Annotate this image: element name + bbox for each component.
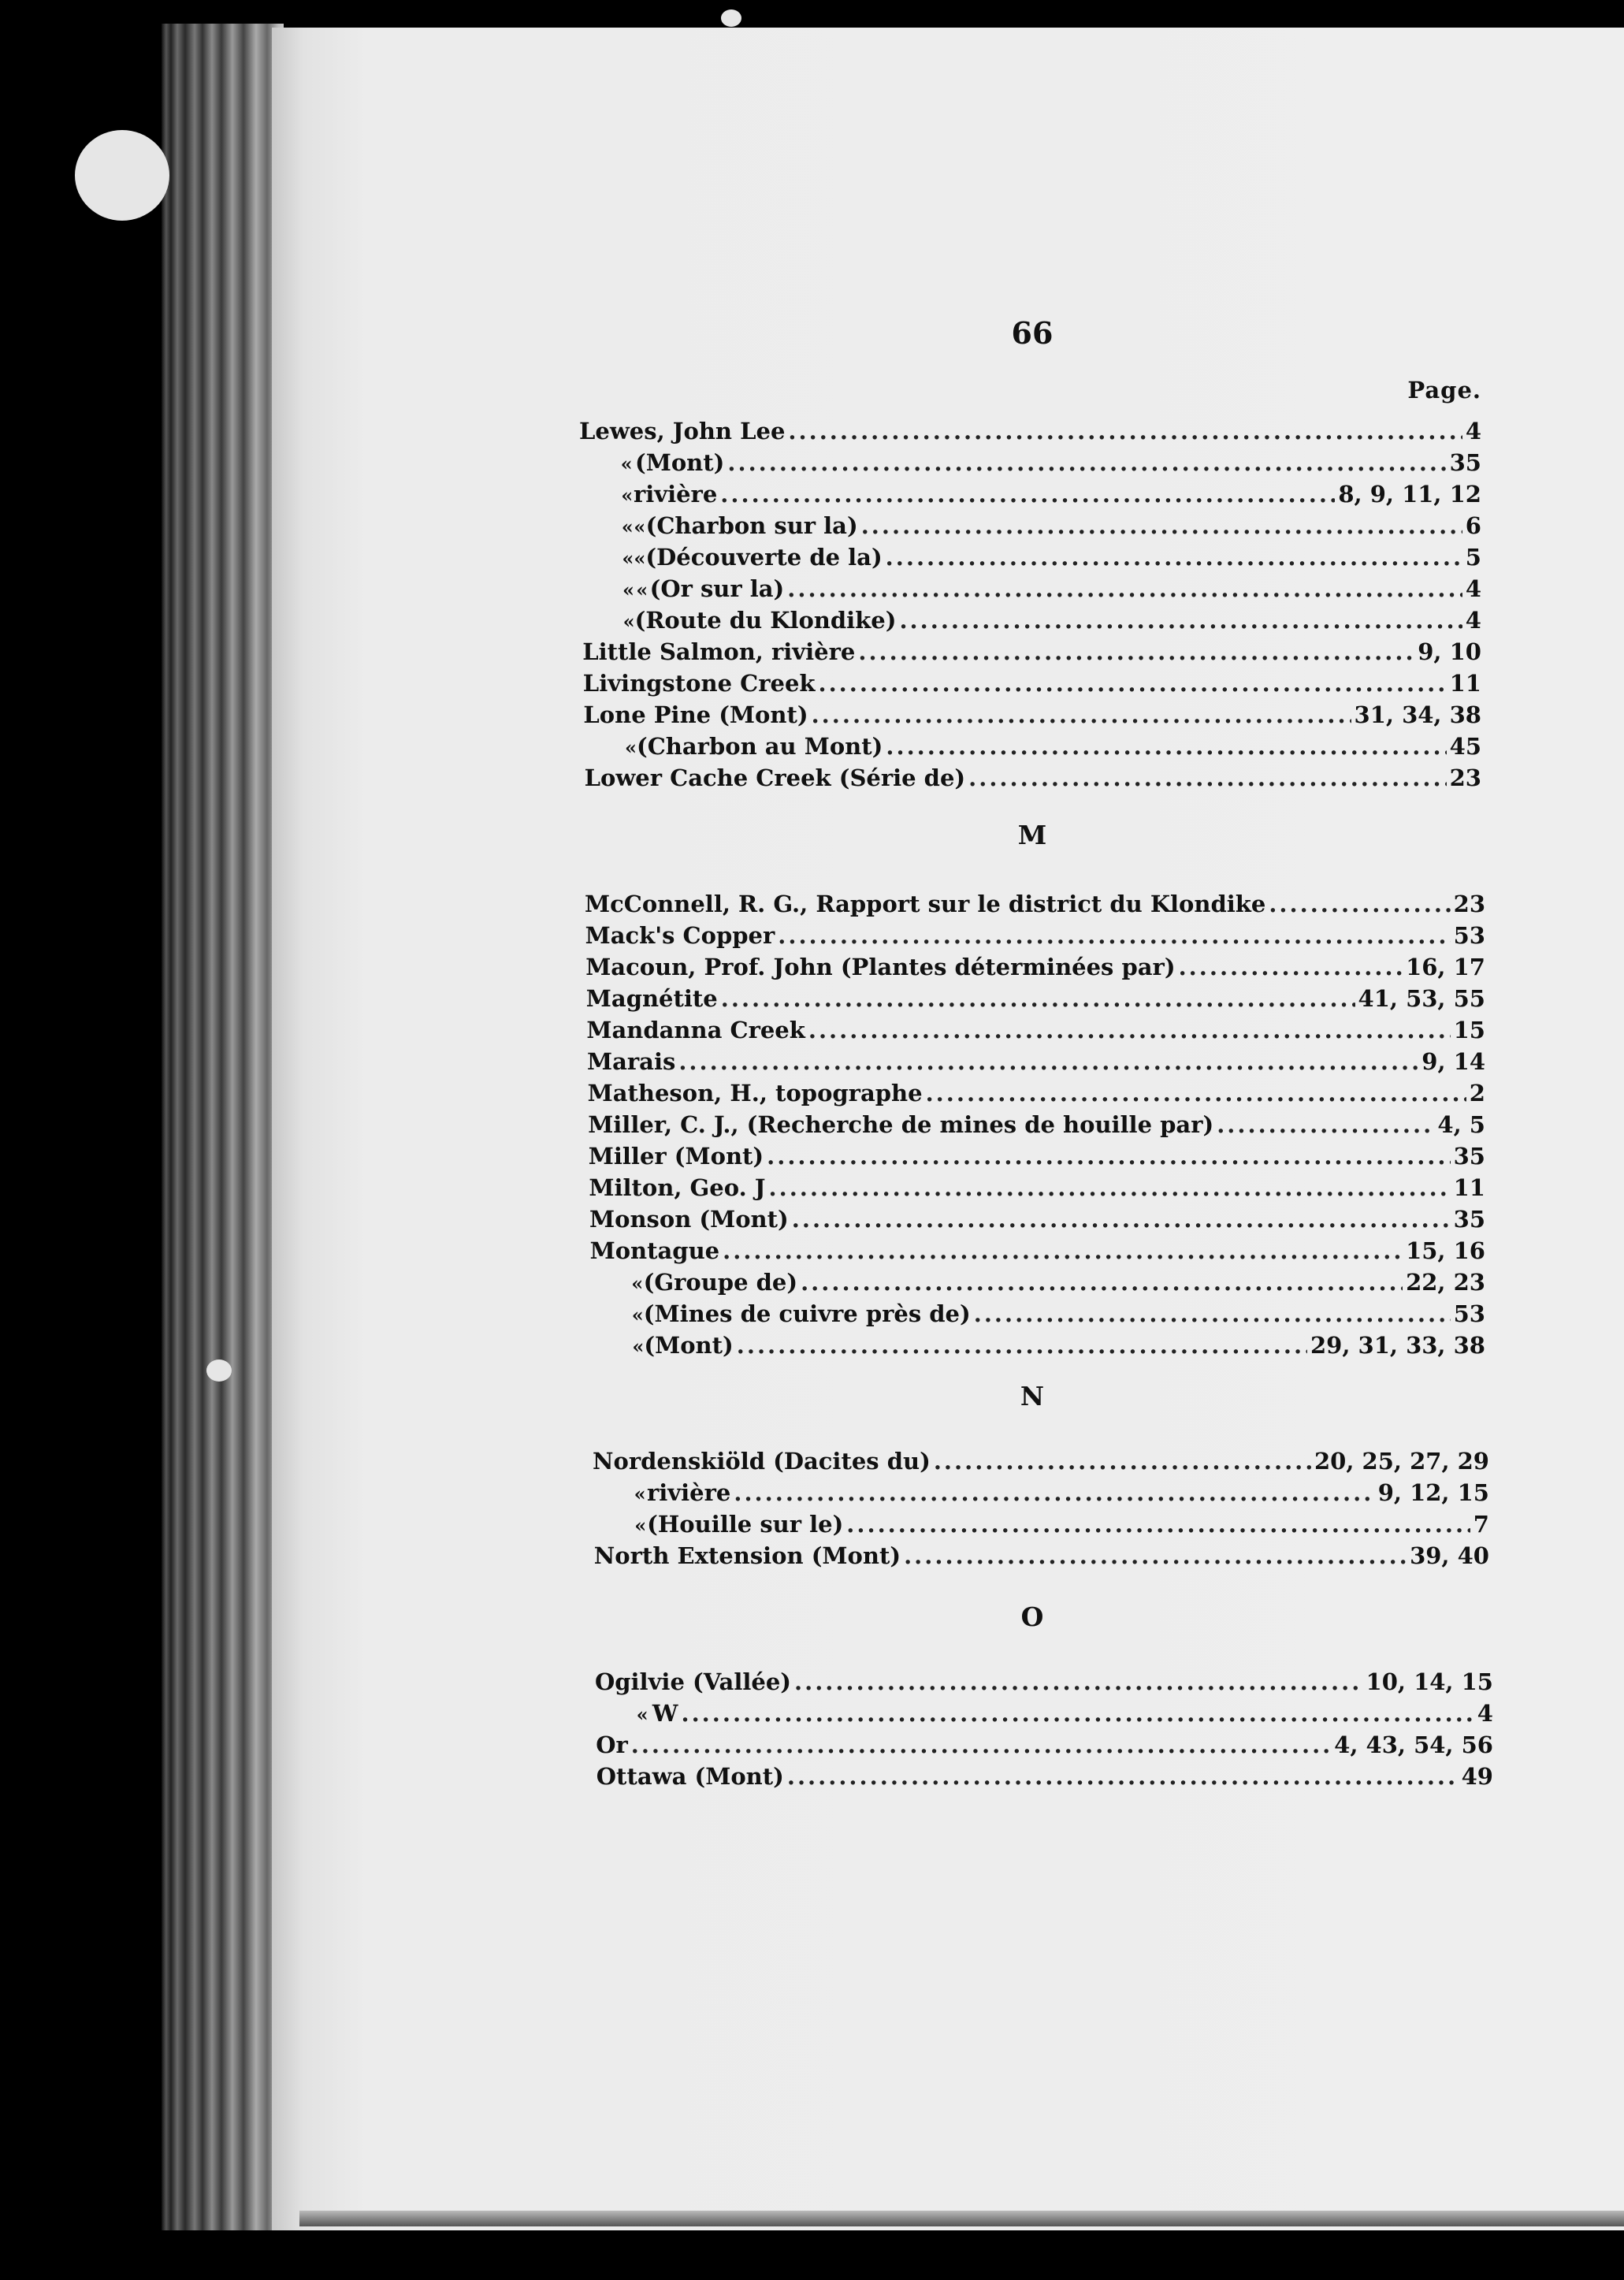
ditto-mark: « [636, 1703, 648, 1726]
index-entry [596, 1731, 1493, 1763]
entry-label: McConnell, R. G., Rapport sur le district du Klondike [585, 891, 1266, 917]
ditto-mark: « [636, 578, 648, 601]
entry-label: Livingstone Creek [582, 670, 816, 697]
entry-label: Lone Pine (Mont) [583, 701, 808, 728]
entry-pages: 9, 14 [1421, 1048, 1485, 1075]
dot-leader [787, 1763, 1459, 1790]
dot-leader [787, 575, 1462, 602]
dot-leader [886, 544, 1462, 571]
entry-label: (Découverte de la) [645, 544, 883, 571]
dot-leader [723, 1237, 1403, 1264]
entry-pages: 9, 12, 15 [1377, 1479, 1489, 1506]
index-entry [590, 1269, 1485, 1300]
entry-pages: 10, 14, 15 [1366, 1668, 1493, 1695]
entry-label: (Charbon au Mont) [637, 733, 883, 760]
entry-pages: 7 [1473, 1511, 1489, 1538]
entry-pages: 39, 40 [1410, 1542, 1489, 1569]
index-entry [595, 1668, 1493, 1700]
dot-leader [794, 1668, 1363, 1695]
entry-label: Nordenskiöld (Dacites du) [593, 1448, 931, 1475]
entry-label: Lewes, John Lee [579, 418, 786, 444]
dot-leader [846, 1511, 1470, 1538]
dot-leader [1269, 891, 1450, 917]
entry-pages: 29, 31, 33, 38 [1310, 1332, 1485, 1359]
dot-leader [858, 638, 1414, 665]
entry-label: Mandanna Creek [586, 1017, 805, 1043]
index-entry [585, 764, 1481, 796]
index-entry [588, 1111, 1485, 1143]
entry-label: Miller (Mont) [588, 1143, 764, 1170]
dot-leader [631, 1731, 1331, 1758]
entry-label: North Extension (Mont) [593, 1542, 901, 1569]
index-entry [596, 1763, 1493, 1795]
ditto-mark: « [622, 578, 634, 601]
index-entry [585, 891, 1485, 922]
entry-pages: 41, 53, 55 [1358, 985, 1485, 1012]
index-entry [589, 1174, 1485, 1206]
entry-label: (Mont) [635, 449, 725, 476]
entry-label: Magnétite [585, 985, 718, 1012]
entry-label: Macoun, Prof. John (Plantes déterminées par) [585, 954, 1176, 980]
entry-label: Or [596, 1731, 628, 1758]
entry-pages: 15, 16 [1406, 1237, 1485, 1264]
entry-pages: 4 [1465, 418, 1481, 444]
entry-label: rivière [633, 481, 718, 508]
index-entry [591, 1332, 1485, 1363]
index-entry [580, 449, 1481, 481]
entry-pages: 53 [1453, 922, 1485, 949]
entry-label: rivière [647, 1479, 731, 1506]
entry-pages: 35 [1453, 1206, 1485, 1233]
entry-label: Milton, Geo. J [589, 1174, 766, 1201]
entry-label: (Mines de cuivre près de) [643, 1300, 971, 1327]
dot-leader [720, 481, 1335, 508]
index-entry [591, 1300, 1485, 1332]
entry-label: Monson (Mont) [589, 1206, 789, 1233]
ditto-mark: « [625, 736, 637, 759]
entry-label: Ogilvie (Vallée) [595, 1668, 791, 1695]
entry-pages: 6 [1465, 512, 1481, 539]
ditto-mark: « [631, 1304, 644, 1326]
dot-leader [792, 1206, 1451, 1233]
dot-leader [886, 733, 1446, 760]
index-entry [585, 922, 1485, 954]
index-entry [593, 1479, 1489, 1511]
entry-pages: 45 [1449, 733, 1481, 760]
dot-leader [727, 449, 1446, 476]
index-entry [581, 512, 1481, 544]
index-entry [593, 1511, 1489, 1542]
dot-leader [788, 418, 1462, 444]
dot-leader [808, 1017, 1451, 1043]
index-entry [587, 1048, 1485, 1080]
entry-label: Montague [589, 1237, 720, 1264]
index-entry [582, 607, 1481, 638]
entry-pages: 11 [1453, 1174, 1485, 1201]
index-entry [579, 418, 1481, 449]
dot-leader [968, 764, 1446, 791]
entry-label: (Charbon sur la) [645, 512, 858, 539]
entry-label: (Houille sur le) [647, 1511, 844, 1538]
entry-label: Marais [587, 1048, 676, 1075]
ditto-mark: « [620, 452, 633, 475]
entry-pages: 11 [1449, 670, 1481, 697]
dot-leader [926, 1080, 1466, 1107]
entry-pages: 4, 43, 54, 56 [1334, 1731, 1493, 1758]
entry-pages: 16, 17 [1406, 954, 1485, 980]
dot-leader [1217, 1111, 1434, 1138]
entry-pages: 31, 34, 38 [1354, 701, 1481, 728]
entry-pages: 5 [1465, 544, 1481, 571]
entry-pages: 23 [1453, 891, 1485, 917]
dot-leader [899, 607, 1462, 634]
entry-pages: 8, 9, 11, 12 [1338, 481, 1481, 508]
ditto-mark: « [622, 610, 635, 633]
dot-leader [812, 701, 1351, 728]
entry-pages: 2 [1469, 1080, 1485, 1107]
entry-label: Ottawa (Mont) [596, 1763, 784, 1790]
entry-pages: 23 [1449, 764, 1481, 791]
index-entry [582, 575, 1481, 607]
dot-leader [801, 1269, 1403, 1296]
index-entry [586, 1017, 1485, 1048]
index-entry [585, 954, 1485, 985]
section-letter: N [1020, 1381, 1045, 1412]
index-entry [583, 670, 1481, 701]
index-entry [588, 1080, 1485, 1111]
dot-leader [934, 1448, 1311, 1475]
index-entry [581, 544, 1481, 575]
entry-pages: 20, 25, 27, 29 [1314, 1448, 1489, 1475]
entry-pages: 15 [1453, 1017, 1485, 1043]
index-entry [586, 985, 1485, 1017]
dot-leader [974, 1300, 1451, 1327]
section-letter: O [1020, 1601, 1044, 1632]
entry-label: (Mont) [644, 1332, 734, 1359]
index-entry [596, 1700, 1493, 1731]
dot-leader [681, 1700, 1473, 1727]
dot-leader [737, 1332, 1307, 1359]
entry-pages: 4, 5 [1437, 1111, 1485, 1138]
entry-pages: 4 [1465, 575, 1481, 602]
ditto-mark: « [634, 1482, 646, 1505]
entry-pages: 49 [1461, 1763, 1493, 1790]
index-entry [589, 1143, 1485, 1174]
ditto-mark: « [634, 515, 646, 538]
entry-label: Matheson, H., topographe [587, 1080, 923, 1107]
entry-label: Mack's Copper [585, 922, 775, 949]
entry-pages: 35 [1453, 1143, 1485, 1170]
index-entry [580, 481, 1481, 512]
entry-pages: 22, 23 [1406, 1269, 1485, 1296]
index-entry [594, 1542, 1489, 1574]
ditto-mark: « [622, 547, 634, 570]
page-column-header: Page. [1407, 377, 1481, 404]
page-number: 66 [1011, 315, 1054, 351]
entry-label: Little Salmon, rivière [582, 638, 856, 665]
dot-leader [721, 985, 1355, 1012]
index-entry [584, 733, 1481, 764]
entry-label: (Route du Klondike) [634, 607, 897, 634]
ditto-mark: « [631, 1272, 644, 1295]
section-letter: M [1017, 820, 1047, 850]
ditto-mark: « [632, 1335, 645, 1358]
entry-label: (Or sur la) [649, 575, 785, 602]
entry-pages: 35 [1449, 449, 1481, 476]
entry-label: (Groupe de) [643, 1269, 798, 1296]
entry-pages: 9, 10 [1418, 638, 1481, 665]
dot-leader [778, 922, 1450, 949]
index-entry [582, 638, 1481, 670]
index-entry [593, 1448, 1489, 1479]
entry-label: Lower Cache Creek (Série de) [584, 764, 966, 791]
dot-leader [767, 1143, 1450, 1170]
index-entry [589, 1206, 1485, 1237]
dot-leader [861, 512, 1462, 539]
entry-pages: 53 [1453, 1300, 1485, 1327]
entry-pages: 4 [1477, 1700, 1493, 1727]
ditto-mark: « [621, 484, 634, 507]
dot-leader [769, 1174, 1451, 1201]
dot-leader [678, 1048, 1418, 1075]
entry-pages: 4 [1465, 607, 1481, 634]
entry-label: W [652, 1700, 678, 1727]
ditto-mark: « [634, 1514, 647, 1537]
entry-label: Miller, C. J., (Recherche de mines de houille par) [588, 1111, 1214, 1138]
index-entry [590, 1237, 1485, 1269]
dot-leader [818, 670, 1446, 697]
dot-leader [734, 1479, 1374, 1506]
ditto-mark: « [621, 515, 634, 538]
dot-leader [904, 1542, 1407, 1569]
dot-leader [1179, 954, 1403, 980]
ditto-mark: « [634, 547, 646, 570]
index-entry [583, 701, 1481, 733]
